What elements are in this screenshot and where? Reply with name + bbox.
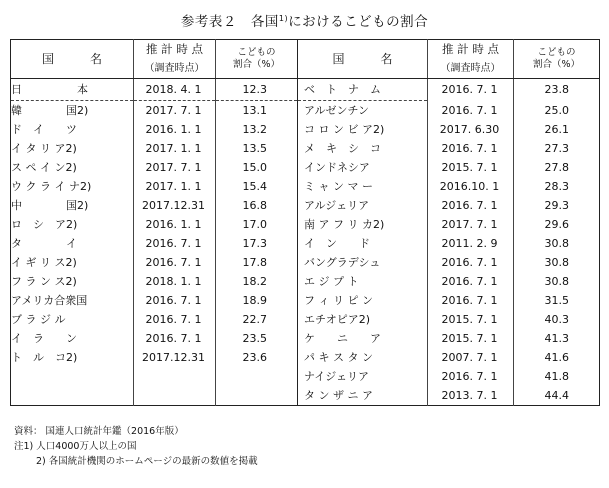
table-row [11,272,600,291]
child-ratio-left [216,386,298,406]
country-name-left: ブ ラ ジ ル [11,313,66,326]
country-name-right: コ ロ ン ビ ア2) [298,120,428,139]
child-ratio-left: 23.6 [216,348,298,367]
child-ratio-right: 31.5 [514,291,600,310]
estimate-date-left: 2017. 7. 1 [134,101,216,121]
header-country-right: 国 名 [298,40,428,79]
estimate-date-left: 2016. 7. 1 [134,329,216,348]
estimate-date-right: 2016. 7. 1 [428,253,514,272]
estimate-date-left: 2017.12.31 [134,348,216,367]
table-row [11,386,600,406]
table-title [0,10,609,30]
country-name-left: アメリカ合衆国 [11,294,88,307]
estimate-date-right: 2016. 7. 1 [428,79,514,101]
table-row [11,367,600,386]
country-name-left [11,386,134,406]
table-row [11,158,600,177]
country-name-right: アルゼンチン [298,101,428,121]
source-note: 資料： 国連人口統計年鑑（2016年版） [14,426,184,437]
country-name-right: メ キ シ コ [298,139,428,158]
estimate-date-right: 2016. 7. 1 [428,139,514,158]
estimate-date-left: 2016. 1. 1 [134,120,216,139]
child-ratio-right: 30.8 [514,253,600,272]
country-name-right: バングラデシュ [298,253,428,272]
country-name-right: パ キ ス タ ン [298,348,428,367]
estimate-date-left [134,386,216,406]
header-pct-sub: 割合（%） [232,59,281,70]
table-row [11,120,600,139]
child-ratio-left: 13.2 [216,120,298,139]
header-country-left: 国 名 [11,40,134,79]
estimate-date-right: 2016. 7. 1 [428,196,514,215]
header-pct-sub: 割合（%） [532,59,581,70]
estimate-date-left: 2016. 7. 1 [134,234,216,253]
table-row [11,101,600,121]
country-name-left: ド イ ツ [11,123,77,136]
table-row [11,139,600,158]
estimate-date-left: 2018. 4. 1 [134,79,216,101]
estimate-date-right: 2015. 7. 1 [428,158,514,177]
child-ratio-left: 18.2 [216,272,298,291]
country-name-left: フ ラ ン ス2) [11,275,77,288]
estimate-date-left: 2016. 7. 1 [134,291,216,310]
table-row [11,196,600,215]
child-ratio-table [10,39,600,406]
country-name-right: ケ ニ ア [298,329,428,348]
estimate-date-right: 2013. 7. 1 [428,386,514,406]
header-date-sub: （調査時点） [144,63,205,74]
header-date-right [428,40,514,79]
country-name-left: 中 国2) [11,199,89,212]
header-date-sub: （調査時点） [440,63,501,74]
child-ratio-right: 41.3 [514,329,600,348]
estimate-date-left: 2016. 7. 1 [134,310,216,329]
header-pct-top: こどもの [237,47,276,58]
table-row [11,234,600,253]
title-main: 参考表２ 各国 [180,14,279,30]
child-ratio-right: 26.1 [514,120,600,139]
estimate-date-right: 2016. 7. 1 [428,272,514,291]
child-ratio-right: 29.3 [514,196,600,215]
estimate-date-right: 2016.10. 1 [428,177,514,196]
estimate-date-right: 2016. 7. 1 [428,291,514,310]
estimate-date-right: 2017. 6.30 [428,120,514,139]
child-ratio-left: 17.3 [216,234,298,253]
header-pct-top: こどもの [537,47,576,58]
footnote-2: 2) 各国統計機関のホームページの最新の数値を掲載 [36,456,258,467]
estimate-date-right: 2011. 2. 9 [428,234,514,253]
country-name-right: ミ ャ ン マ ー [298,177,428,196]
footnote-1: 注1) 人口4000万人以上の国 [14,441,137,452]
country-name-left: ウ ク ラ イ ナ2) [11,180,92,193]
child-ratio-left: 15.0 [216,158,298,177]
child-ratio-left: 13.1 [216,101,298,121]
estimate-date-left: 2017. 1. 1 [134,177,216,196]
table-row [11,215,600,234]
header-pct-right [514,40,600,79]
child-ratio-left: 17.0 [216,215,298,234]
country-name-right: エ ジ プ ト [298,272,428,291]
header-date-top: 推 計 時 点 [146,42,203,56]
estimate-date-left: 2016. 7. 1 [134,253,216,272]
child-ratio-left: 13.5 [216,139,298,158]
header-date-top: 推 計 時 点 [442,42,499,56]
child-ratio-right: 44.4 [514,386,600,406]
country-name-right: フ ィ リ ピ ン [298,291,428,310]
child-ratio-right: 29.6 [514,215,600,234]
country-name-right: アルジェリア [298,196,428,215]
child-ratio-left: 18.9 [216,291,298,310]
estimate-date-right: 2017. 7. 1 [428,215,514,234]
table-row [11,291,600,310]
estimate-date-left: 2018. 1. 1 [134,272,216,291]
estimate-date-left: 2017. 7. 1 [134,158,216,177]
estimate-date-left: 2016. 1. 1 [134,215,216,234]
country-name-left: イ ギ リ ス2) [11,256,77,269]
estimate-date-right: 2016. 7. 1 [428,367,514,386]
estimate-date-left: 2017. 1. 1 [134,139,216,158]
country-name-left: タ イ [11,237,77,250]
estimate-date-right: 2007. 7. 1 [428,348,514,367]
table-row [11,329,600,348]
table-row [11,310,600,329]
child-ratio-left [216,367,298,386]
child-ratio-right: 30.8 [514,234,600,253]
country-name-right: エチオピア2) [298,310,428,329]
country-name-left: ト ル コ2) [11,351,78,364]
country-name-left: 日 本 [11,79,134,101]
estimate-date-left: 2017.12.31 [134,196,216,215]
estimate-date-right: 2016. 7. 1 [428,101,514,121]
child-ratio-left: 12.3 [216,79,298,101]
estimate-date-right: 2015. 7. 1 [428,329,514,348]
child-ratio-left: 17.8 [216,253,298,272]
child-ratio-right: 41.8 [514,367,600,386]
child-ratio-left: 16.8 [216,196,298,215]
country-name-left: ス ペ イ ン2) [11,161,77,174]
country-name-right: インドネシア [298,158,428,177]
child-ratio-left: 15.4 [216,177,298,196]
child-ratio-right: 23.8 [514,79,600,101]
child-ratio-right: 27.3 [514,139,600,158]
country-name-left: イ ラ ン [11,332,77,345]
country-name-right: 南 ア フ リ カ2) [298,215,428,234]
header-row [11,40,600,79]
child-ratio-right: 27.8 [514,158,600,177]
country-name-left [11,367,134,386]
table-row [11,253,600,272]
country-name-right: ベ ト ナ ム [298,79,428,101]
child-ratio-right: 30.8 [514,272,600,291]
title-rest: におけるこどもの割合 [288,14,429,30]
country-name-right: タ ン ザ ニ ア [298,386,428,406]
country-name-left: ロ シ ア2) [11,218,78,231]
child-ratio-left: 23.5 [216,329,298,348]
child-ratio-right: 25.0 [514,101,600,121]
country-name-left: 韓 国2) [11,104,89,117]
child-ratio-left: 22.7 [216,310,298,329]
table-row [11,348,600,367]
header-date-left [134,40,216,79]
table-row [11,79,600,101]
header-pct-left [216,40,298,79]
child-ratio-right: 41.6 [514,348,600,367]
estimate-date-left [134,367,216,386]
country-name-left: イ タ リ ア2) [11,142,77,155]
country-name-right: ナイジェリア [298,367,428,386]
child-ratio-right: 28.3 [514,177,600,196]
title-footnote-mark: 1) [278,14,289,23]
table-row [11,177,600,196]
estimate-date-right: 2015. 7. 1 [428,310,514,329]
country-name-right: イ ン ド [298,234,428,253]
child-ratio-right: 40.3 [514,310,600,329]
